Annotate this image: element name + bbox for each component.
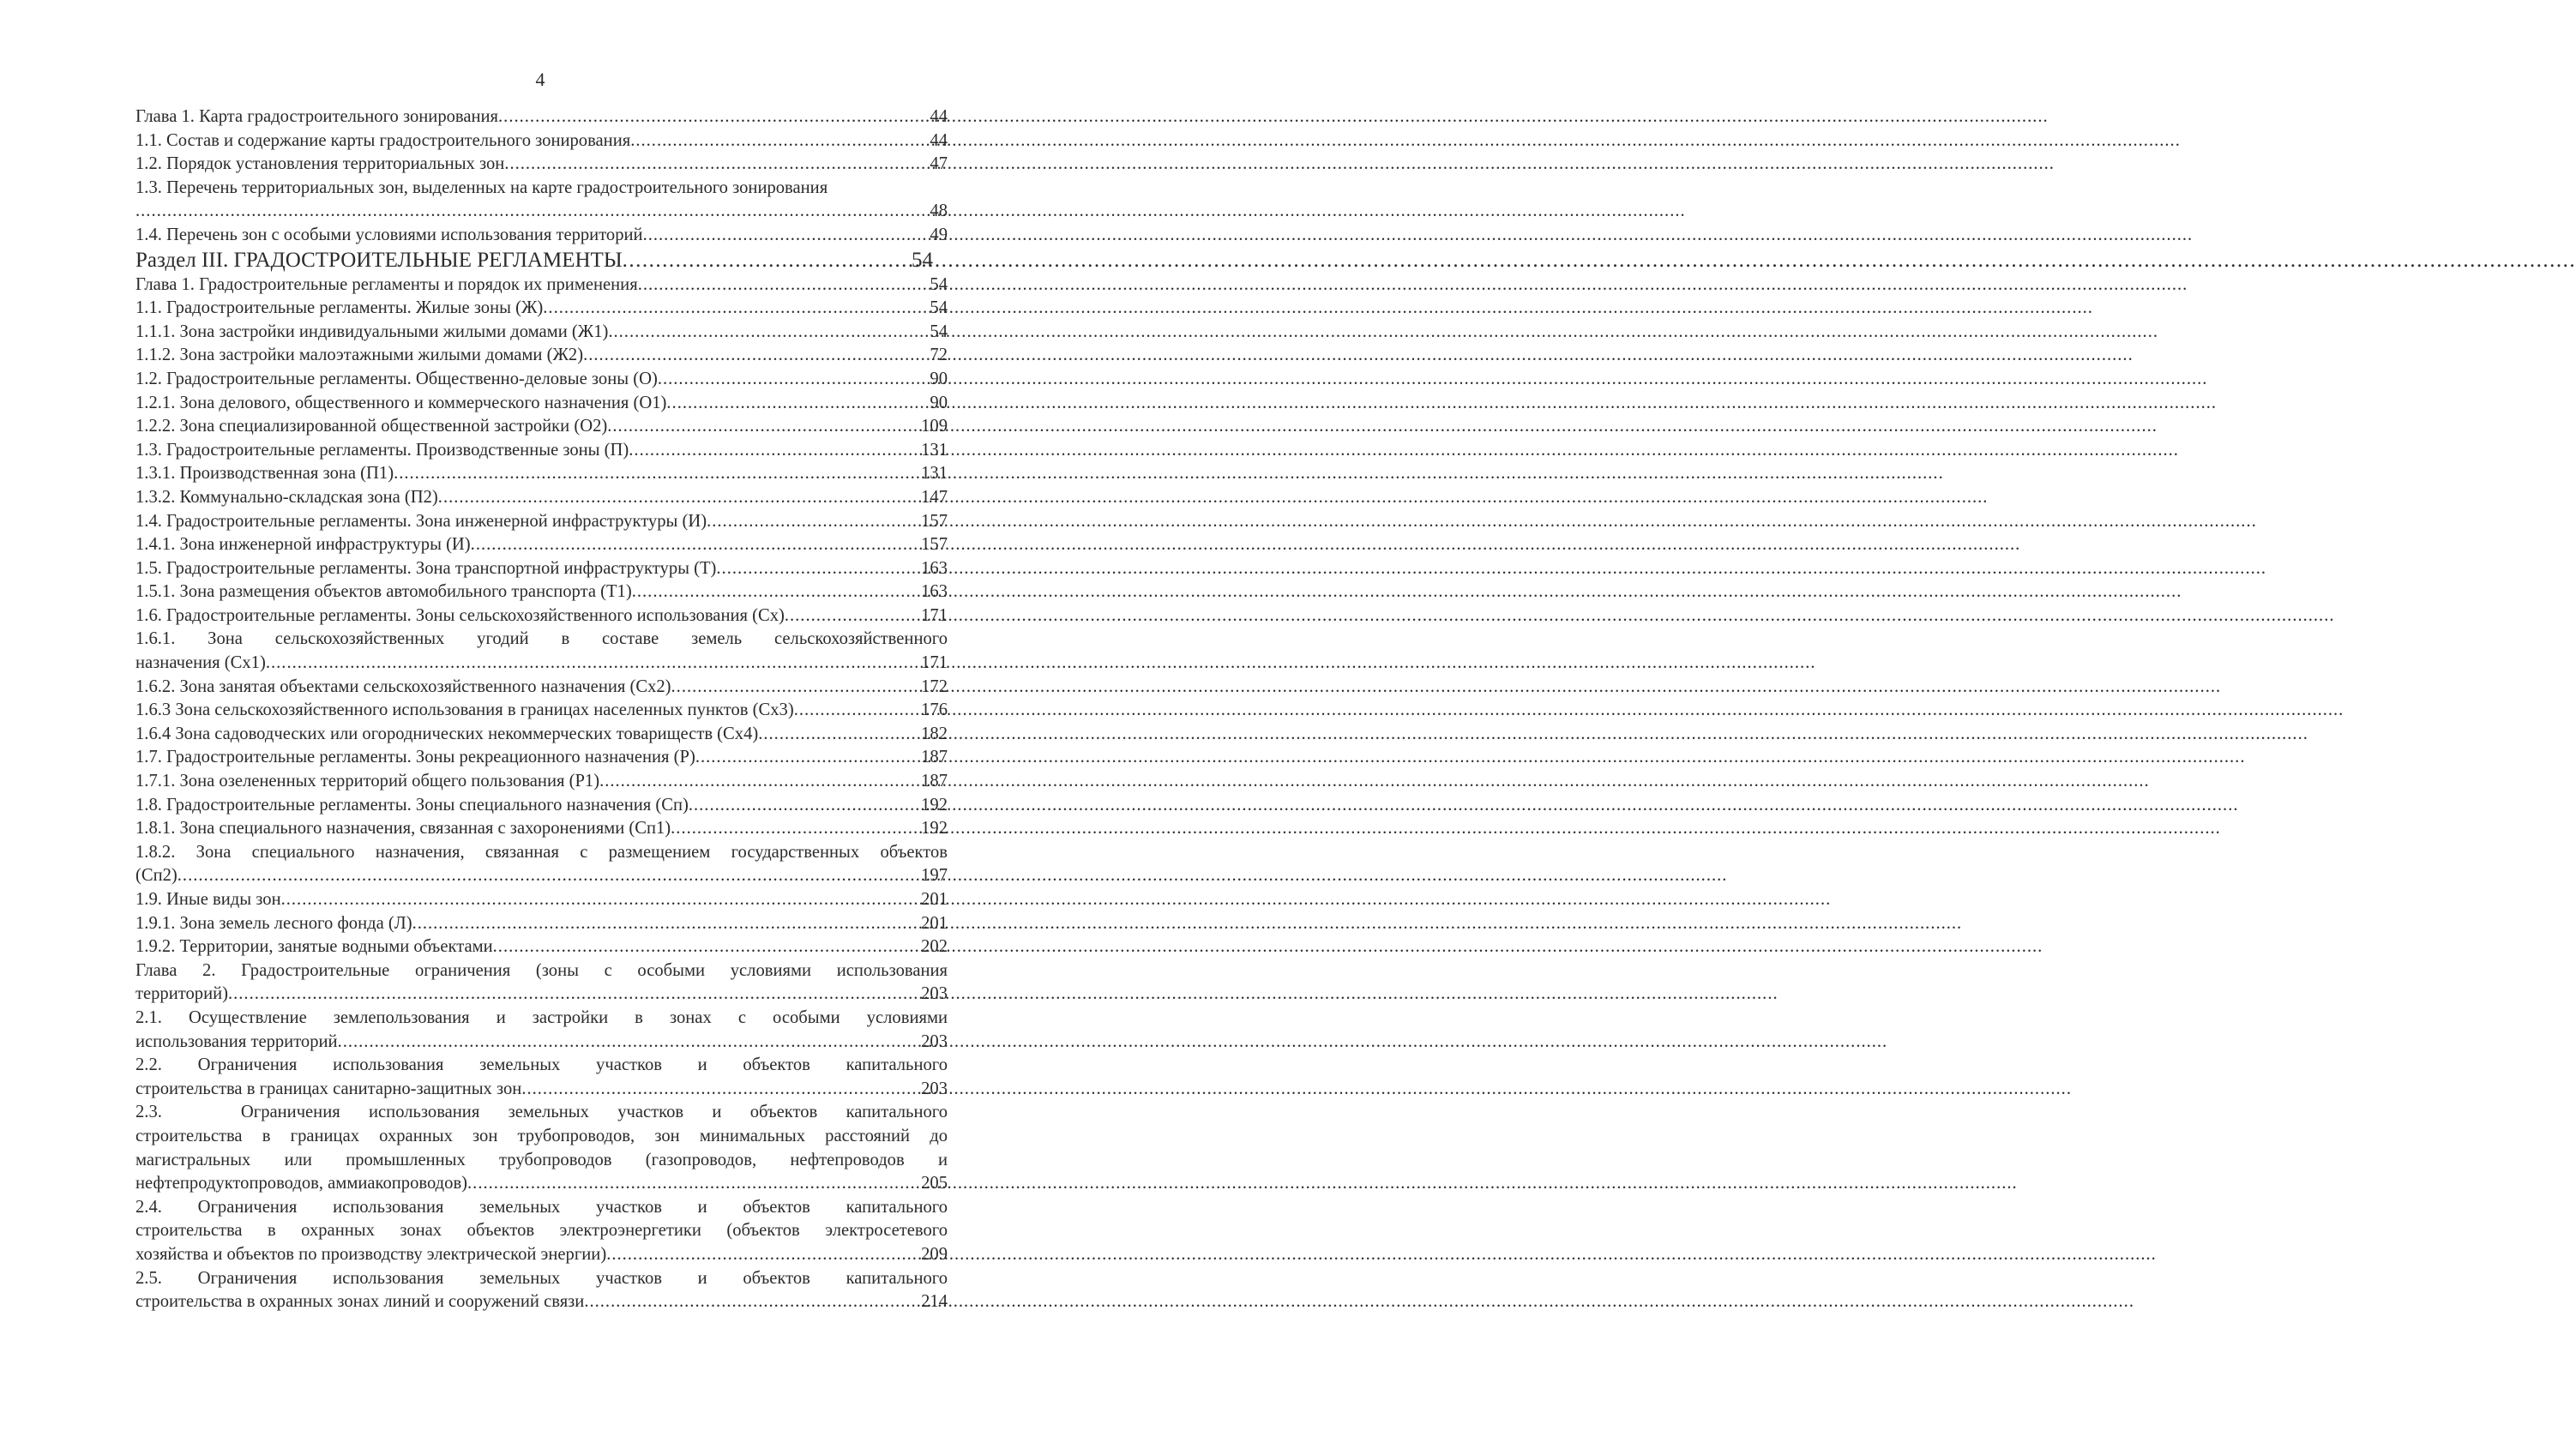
toc-entry[interactable]: 2.3. Ограничения использования земельных участков и объектов капитального строительства в границах охранных зон трубопроводов, зон минимальных расстояний до магистральных или промышленных трубопроводов (газопроводов, нефтепроводов и нефтепродуктопроводов, аммиакопроводов) ..... 205: [135, 1101, 948, 1195]
toc-page: 172: [921, 676, 948, 696]
dot-leader: [638, 274, 930, 298]
toc-page: 54: [930, 322, 948, 341]
toc-entry[interactable]: 1.9. Иные виды зон ..... 201: [135, 888, 948, 912]
toc-page: 90: [930, 369, 948, 388]
toc-entry[interactable]: 1.7.1. Зона озелененных территорий общего пользования (Р1) ..... 187: [135, 770, 948, 794]
toc-page: 72: [930, 346, 948, 365]
toc-entry[interactable]: 1.4. Градостроительные регламенты. Зона инженерной инфраструктуры (И) ..... 157: [135, 510, 948, 534]
dot-leader: [794, 699, 921, 723]
toc-entry[interactable]: 1.1. Состав и содержание карты градостроительного зонирования ..... 44: [135, 129, 948, 153]
toc-page: 171: [921, 653, 948, 673]
dot-leader: [666, 392, 930, 416]
toc-entry[interactable]: 1.8.2. Зона специального назначения, связанная с размещением государственных объектов (Сп2) ..... 197: [135, 841, 948, 888]
toc-entry[interactable]: Глава 1. Карта градостроительного зонирования ..... 44: [135, 105, 948, 129]
dot-leader: [707, 510, 921, 534]
dot-leader: [338, 1031, 922, 1055]
toc-entry[interactable]: 1.6.4 Зона садоводческих или огороднических некоммерческих товариществ (Сх4) ..... 182: [135, 723, 948, 747]
dot-leader: [758, 723, 921, 747]
toc-entry[interactable]: 1.5. Градостроительные регламенты. Зона транспортной инфраструктуры (Т) ..... 163: [135, 557, 948, 581]
toc-page: 214: [921, 1292, 948, 1312]
toc-page: 187: [921, 772, 948, 791]
dot-leader: [695, 746, 921, 770]
toc-entry[interactable]: 1.4. Перечень зон с особыми условиями использования территорий ..... 49: [135, 224, 948, 248]
toc-entry[interactable]: 2.2. Ограничения использования земельных участков и объектов капитального строительства в границах санитарно-защитных зон ..... 203: [135, 1054, 948, 1101]
toc-section-heading[interactable]: Раздел III. ГРАДОСТРОИТЕЛЬНЫЕ РЕГЛАМЕНТЫ ..... 54: [135, 248, 933, 274]
toc-page: 54: [930, 274, 948, 294]
toc-page: 49: [930, 225, 948, 244]
toc-page: 197: [921, 866, 948, 886]
toc-entry[interactable]: 1.7. Градостроительные регламенты. Зоны рекреационного назначения (Р) ..... 187: [135, 746, 948, 770]
dot-leader: [493, 935, 921, 959]
toc-page: 203: [921, 984, 948, 1004]
toc-entry[interactable]: 1.6.3 Зона сельскохозяйственного использования в границах населенных пунктов (Сх3) ..... 176: [135, 699, 948, 723]
toc-entry[interactable]: 1.8.1. Зона специального назначения, связанная с захоронениями (Сп1) ..... 192: [135, 817, 948, 841]
toc-entry[interactable]: 1.6.1. Зона сельскохозяйственных угодий в составе земель сельскохозяйственного назначения (Сх1) ..... 171: [135, 628, 948, 675]
page-number: 4: [535, 69, 545, 90]
toc-page: 192: [921, 819, 948, 839]
toc-entry[interactable]: 1.2. Порядок установления территориальных зон ..... 47: [135, 153, 948, 177]
dot-leader: [135, 200, 930, 224]
dot-leader: [438, 486, 921, 510]
toc-page: 147: [921, 487, 948, 507]
toc-entry[interactable]: Глава 1. Градостроительные регламенты и порядок их применения ..... 54: [135, 274, 948, 298]
toc-entry[interactable]: 1.8. Градостроительные регламенты. Зоны специального назначения (Сп) ..... 192: [135, 794, 948, 818]
toc-entry[interactable]: 1.6. Градостроительные регламенты. Зоны сельскохозяйственного использования (Сх) ..... 171: [135, 604, 948, 628]
dot-leader: [689, 794, 921, 818]
toc-entry[interactable]: 1.3. Перечень территориальных зон, выделенных на карте градостроительного зонирования ..... 48: [135, 177, 948, 224]
toc-page: 163: [921, 582, 948, 602]
toc-page: 205: [921, 1174, 948, 1193]
table-of-contents: [135, 105, 948, 1314]
dot-leader: [632, 580, 921, 604]
dot-leader: [266, 652, 921, 676]
dot-leader: [658, 368, 930, 392]
toc-page: 131: [921, 440, 948, 460]
toc-page: 157: [921, 511, 948, 531]
toc-entry[interactable]: 1.2.1. Зона делового, общественного и коммерческого назначения (О1) ..... 90: [135, 392, 948, 416]
dot-leader: [178, 864, 921, 888]
toc-entry[interactable]: 1.5.1. Зона размещения объектов автомобильного транспорта (Т1) ..... 163: [135, 580, 948, 604]
toc-entry[interactable]: 1.3.1. Производственная зона (П1) ..... 131: [135, 462, 948, 486]
toc-page: 109: [921, 417, 948, 436]
dot-leader: [671, 817, 921, 841]
toc-page: 44: [930, 130, 948, 150]
dot-leader: [504, 153, 930, 177]
toc-entry[interactable]: 1.3.2. Коммунально-складская зона (П2) ..... 147: [135, 486, 948, 510]
toc-page: 44: [930, 107, 948, 126]
toc-entry[interactable]: 1.3. Градостроительные регламенты. Производственные зоны (П) ..... 131: [135, 439, 948, 463]
toc-page: 201: [921, 913, 948, 933]
toc-page: 209: [921, 1244, 948, 1264]
toc-page: 187: [921, 748, 948, 767]
toc-entry[interactable]: 2.5. Ограничения использования земельных участков и объектов капитального строительства в охранных зонах линий и сооружений связи ..... 214: [135, 1267, 948, 1314]
toc-entry[interactable]: 1.2. Градостроительные регламенты. Общественно-деловые зоны (О) ..... 90: [135, 368, 948, 392]
dot-leader: [498, 105, 930, 129]
toc-page: 48: [930, 201, 948, 221]
toc-entry[interactable]: 1.9.1. Зона земель лесного фонда (Л) ..... 201: [135, 912, 948, 936]
dot-leader: [785, 604, 921, 628]
toc-page: 157: [921, 535, 948, 555]
toc-entry[interactable]: 1.4.1. Зона инженерной инфраструктуры (И) ..... 157: [135, 533, 948, 557]
toc-entry[interactable]: 2.1. Осуществление землепользования и застройки в зонах с особыми условиями использования территорий ..... 203: [135, 1007, 948, 1054]
toc-page: 171: [921, 605, 948, 625]
toc-entry[interactable]: 1.1.2. Зона застройки малоэтажными жилыми домами (Ж2) ..... 72: [135, 344, 948, 368]
toc-page: 54: [930, 298, 948, 318]
dot-leader: [716, 557, 921, 581]
toc-page: 131: [921, 464, 948, 484]
dot-leader: [643, 224, 930, 248]
dot-leader: [599, 770, 921, 794]
dot-leader: [471, 533, 921, 557]
toc-entry[interactable]: 1.6.2. Зона занятая объектами сельскохозяйственного назначения (Сх2) ..... 172: [135, 676, 948, 700]
dot-leader: [630, 129, 930, 153]
toc-page: 90: [930, 393, 948, 412]
toc-page: 176: [921, 700, 948, 720]
dot-leader: [623, 248, 912, 274]
dot-leader: [228, 983, 921, 1007]
dot-leader: [608, 321, 930, 345]
dot-leader: [629, 439, 921, 463]
dot-leader: [543, 297, 930, 321]
dot-leader: [606, 1243, 921, 1267]
dot-leader: [583, 344, 930, 368]
toc-entry[interactable]: 1.2.2. Зона специализированной общественной застройки (О2) ..... 109: [135, 415, 948, 439]
toc-page: 163: [921, 558, 948, 578]
dot-leader: [584, 1290, 921, 1314]
toc-page: 182: [921, 724, 948, 743]
toc-entry[interactable]: 1.1.1. Зона застройки индивидуальными жилыми домами (Ж1) ..... 54: [135, 321, 948, 345]
dot-leader: [281, 888, 922, 912]
toc-page: 202: [921, 937, 948, 957]
toc-page: 201: [921, 890, 948, 909]
dot-leader: [671, 676, 922, 700]
dot-leader: [412, 912, 922, 936]
toc-page: 192: [921, 795, 948, 815]
toc-page: 47: [930, 154, 948, 174]
dot-leader: [607, 415, 921, 439]
toc-entry[interactable]: Глава 2. Градостроительные ограничения (зоны с особыми условиями использования территорий) ..... 203: [135, 959, 948, 1007]
toc-page: 203: [921, 1031, 948, 1051]
toc-entry[interactable]: 1.9.2. Территории, занятые водными объектами ..... 202: [135, 935, 948, 959]
dot-leader: [467, 1172, 921, 1196]
toc-entry[interactable]: 1.1. Градостроительные регламенты. Жилые зоны (Ж) ..... 54: [135, 297, 948, 321]
dot-leader: [521, 1078, 921, 1102]
dot-leader: [394, 462, 921, 486]
toc-page: 54: [912, 248, 933, 272]
toc-page: 203: [921, 1079, 948, 1098]
toc-entry[interactable]: 2.4. Ограничения использования земельных участков и объектов капитального строительства в охранных зонах объектов электроэнергетики (объектов электросетевого хозяйства и объектов по производству электрической энергии) ..... 209: [135, 1196, 948, 1267]
